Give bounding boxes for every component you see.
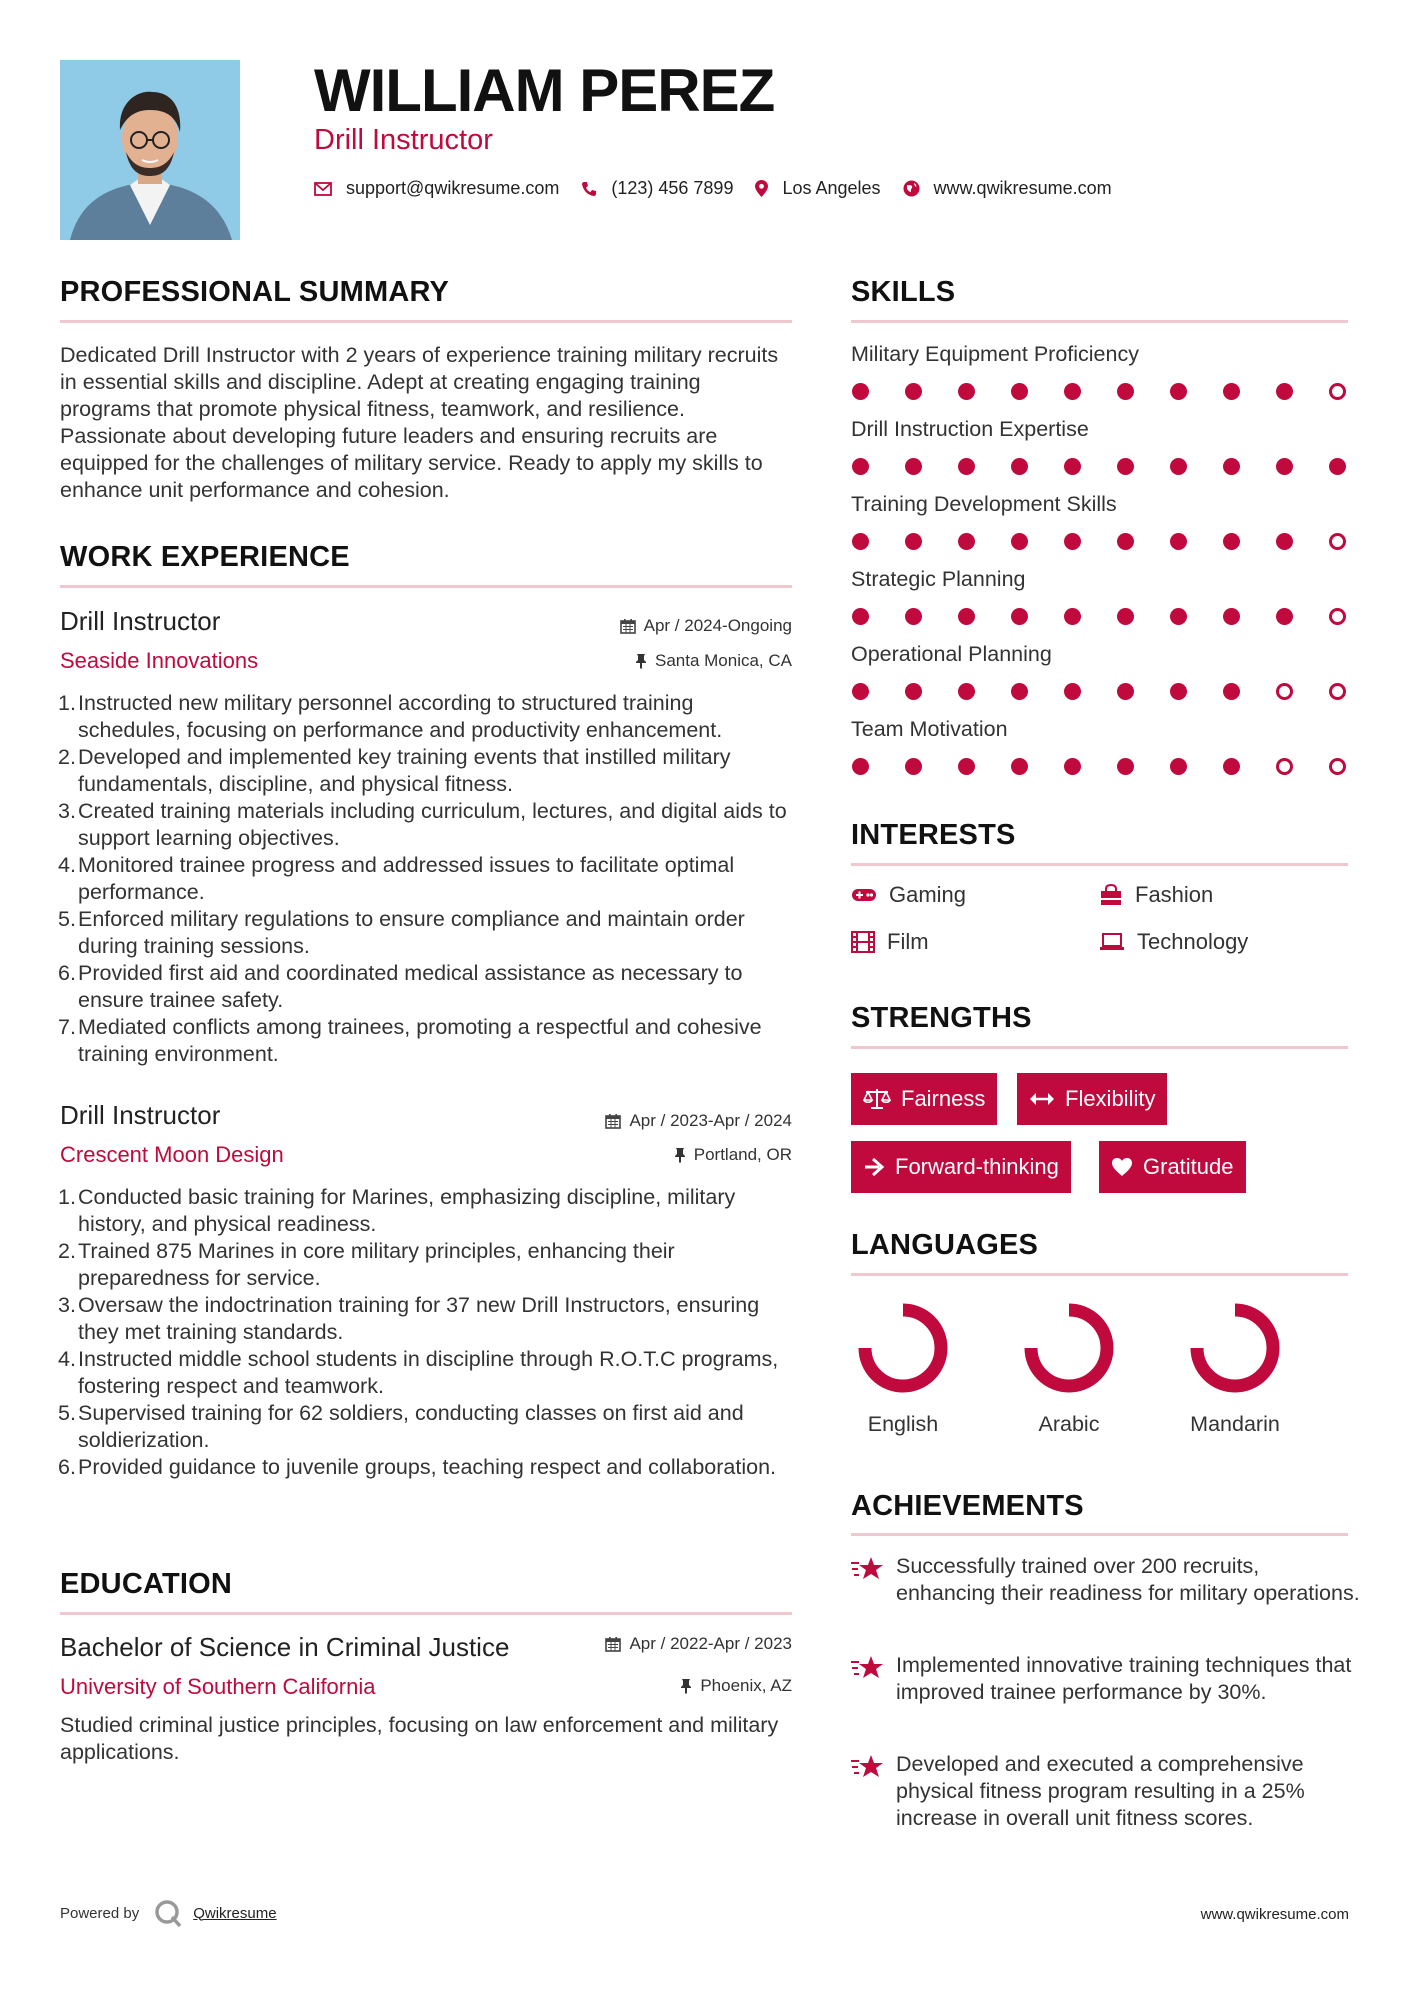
language-ring (1017, 1296, 1121, 1400)
skill-dot-filled (1064, 758, 1081, 775)
skill-dot-filled (852, 458, 869, 475)
skill-dot-empty (1329, 758, 1346, 775)
globe-icon (903, 180, 920, 197)
skill-rating (852, 533, 1346, 550)
list-item: Created training materials including curriculum, lectures, and digital aids to support learning objectives. (78, 799, 787, 850)
candidate-name: WILLIAM PEREZ (314, 57, 775, 124)
strengths-rule (851, 1046, 1348, 1049)
list-item: Developed and implemented key training events that instilled military fundamentals, discipline, and physical fitness. (78, 745, 731, 796)
language-gauge (1160, 1296, 1310, 1400)
skill-dot-filled (1064, 533, 1081, 550)
achievement-item: Implemented innovative training techniques that improved trainee performance by 30%. (850, 1652, 1360, 1706)
skill-dot-empty (1329, 608, 1346, 625)
skill-rating (852, 608, 1346, 625)
calendar-icon (605, 1113, 621, 1129)
skill-dot-filled (1276, 383, 1293, 400)
film-icon (851, 931, 875, 953)
languages-rule (851, 1273, 1348, 1276)
laptop-icon (1099, 933, 1125, 951)
job-2-company: Crescent Moon Design (60, 1142, 284, 1167)
achievements-rule (851, 1533, 1348, 1536)
skill-dot-filled (1170, 683, 1187, 700)
skill-dot-filled (1064, 608, 1081, 625)
language-name: Mandarin (1190, 1412, 1280, 1436)
qwikresume-logo-icon (153, 1898, 183, 1928)
skill-dot-filled (1276, 458, 1293, 475)
skill-dot-filled (1064, 383, 1081, 400)
skill-dot-empty (1329, 533, 1346, 550)
list-item: Trained 875 Marines in core military principles, enhancing their preparedness for service. (78, 1239, 675, 1290)
skill-dot-filled (1223, 533, 1240, 550)
skill-name: Military Equipment Proficiency (851, 342, 1139, 366)
calendar-icon (620, 618, 636, 634)
skill-dot-filled (1117, 758, 1134, 775)
education-rule (60, 1612, 792, 1615)
job-1-bullets (60, 690, 792, 1068)
summary-text: Dedicated Drill Instructor with 2 years of experience training military recruits in essential skills and discipline. Adept at creating engaging training programs that promote physical fitness, teamwork, and resilience. Passionate about developing future leaders and ensuring recruits are equipped for the challenges of military service. Ready to apply my skills to enhance unit performance and cohesion. (60, 343, 779, 502)
skill-rating (852, 383, 1346, 400)
skill-dot-filled (1011, 383, 1028, 400)
skill-dot-filled (905, 458, 922, 475)
language-gauge (994, 1296, 1144, 1400)
skill-dot-empty (1329, 383, 1346, 400)
interests-heading: INTERESTS (851, 819, 1016, 851)
skill-name: Drill Instruction Expertise (851, 417, 1089, 441)
contact-bar (314, 178, 1134, 199)
calendar-icon (605, 1636, 621, 1652)
phone-text: (123) 456 7899 (611, 178, 734, 198)
skill-dot-filled (1117, 383, 1134, 400)
star-badge-icon (850, 1555, 884, 1583)
skill-name: Operational Planning (851, 642, 1052, 666)
footer-brand-link[interactable]: Qwikresume (193, 1904, 277, 1922)
skill-dot-filled (905, 533, 922, 550)
skill-dot-filled (1276, 608, 1293, 625)
heart-icon (1111, 1157, 1133, 1177)
skill-dot-filled (1117, 608, 1134, 625)
skill-dot-filled (1223, 683, 1240, 700)
email-text: support@qwikresume.com (346, 178, 560, 198)
skill-dot-filled (1011, 608, 1028, 625)
arrow-right-icon (863, 1157, 885, 1177)
skill-dot-filled (905, 383, 922, 400)
skill-dot-filled (1170, 383, 1187, 400)
education-location: Phoenix, AZ (560, 1676, 792, 1696)
skill-dot-filled (1170, 758, 1187, 775)
skill-dot-filled (1011, 683, 1028, 700)
shopping-bag-icon (1099, 884, 1123, 906)
job-2-dates: Apr / 2023-Apr / 2024 (540, 1111, 792, 1131)
education-description: Studied criminal justice principles, focusing on law enforcement and military applications. (60, 1713, 779, 1764)
skill-dot-filled (1011, 758, 1028, 775)
strength-badge-flexibility: Flexibility (1017, 1073, 1167, 1125)
skill-dot-filled (1329, 458, 1346, 475)
job-1-title: Drill Instructor (60, 606, 221, 636)
skill-dot-filled (1011, 458, 1028, 475)
list-item: Provided guidance to juvenile groups, teaching respect and collaboration. (78, 1455, 777, 1479)
skill-dot-filled (1170, 533, 1187, 550)
skill-dot-filled (1223, 458, 1240, 475)
skill-dot-filled (1117, 683, 1134, 700)
job-2-bullets (60, 1184, 792, 1481)
list-item: Enforced military regulations to ensure compliance and maintain order during training sessions. (78, 907, 745, 958)
pushpin-icon (635, 653, 647, 669)
skill-rating (852, 458, 1346, 475)
phone-icon (581, 181, 597, 197)
candidate-title: Drill Instructor (314, 124, 493, 156)
skill-dot-filled (1170, 608, 1187, 625)
location-text: Los Angeles (782, 178, 881, 198)
skill-dot-filled (1170, 458, 1187, 475)
pushpin-icon (680, 1678, 692, 1694)
list-item: Conducted basic training for Marines, emphasizing discipline, military history, and physical readiness. (78, 1185, 736, 1236)
education-dates: Apr / 2022-Apr / 2023 (540, 1634, 792, 1654)
skill-dot-filled (958, 533, 975, 550)
list-item: Supervised training for 62 soldiers, conducting classes on first aid and soldierization. (78, 1401, 744, 1452)
interest-gaming: Gaming (851, 882, 966, 908)
skill-dot-filled (1223, 758, 1240, 775)
interest-technology: Technology (1099, 929, 1248, 955)
list-item: Monitored trainee progress and addressed issues to facilitate optimal performance. (78, 853, 735, 904)
interest-film: Film (851, 929, 929, 955)
skills-rule (851, 320, 1348, 323)
job-1-dates: Apr / 2024-Ongoing (560, 616, 792, 636)
footer-powered-by: Powered by Qwikresume (60, 1898, 277, 1928)
skill-dot-filled (905, 683, 922, 700)
profile-photo (60, 60, 240, 240)
skill-dot-filled (958, 458, 975, 475)
skill-dot-filled (852, 758, 869, 775)
gamepad-icon (851, 887, 877, 903)
skill-dot-filled (1064, 458, 1081, 475)
languages-heading: LANGUAGES (851, 1229, 1039, 1261)
language-ring (851, 1296, 955, 1400)
skill-name: Team Motivation (851, 717, 1008, 741)
contact-email[interactable] (314, 178, 559, 199)
pushpin-icon (674, 1147, 686, 1163)
language-ring-arc (1031, 1310, 1107, 1386)
list-item: Mediated conflicts among trainees, promoting a respectful and cohesive training environment. (78, 1015, 762, 1066)
education-school: University of Southern California (60, 1674, 376, 1699)
job-1-location: Santa Monica, CA (560, 651, 792, 671)
skill-dot-filled (1223, 608, 1240, 625)
skill-dot-filled (1223, 383, 1240, 400)
skill-name: Training Development Skills (851, 492, 1117, 516)
contact-location (755, 178, 880, 199)
achievements-heading: ACHIEVEMENTS (851, 1490, 1084, 1522)
achievement-item: Developed and executed a comprehensive physical fitness program resulting in a 25% increase in overall unit fitness scores. (850, 1751, 1360, 1832)
achievement-item: Successfully trained over 200 recruits, enhancing their readiness for military operations. (850, 1553, 1360, 1607)
skill-dot-empty (1276, 758, 1293, 775)
skill-dot-filled (958, 758, 975, 775)
list-item: Instructed new military personnel according to structured training schedules, focusing on performance and productivity enhancement. (78, 691, 723, 742)
strength-badge-forward-thinking: Forward-thinking (851, 1141, 1071, 1193)
education-heading: EDUCATION (60, 1568, 233, 1600)
skill-name: Strategic Planning (851, 567, 1026, 591)
skill-dot-filled (1276, 533, 1293, 550)
job-2-location: Portland, OR (560, 1145, 792, 1165)
skill-rating (852, 683, 1346, 700)
skill-dot-filled (852, 683, 869, 700)
summary-rule (60, 320, 792, 323)
arrows-horizontal-icon (1029, 1092, 1055, 1106)
skill-rating (852, 758, 1346, 775)
skill-dot-filled (852, 533, 869, 550)
skill-dot-filled (852, 608, 869, 625)
skills-heading: SKILLS (851, 276, 956, 308)
strengths-heading: STRENGTHS (851, 1002, 1032, 1034)
skill-dot-empty (1329, 683, 1346, 700)
footer-website[interactable]: www.qwikresume.com (1200, 1906, 1349, 1923)
skill-dot-filled (1117, 533, 1134, 550)
strength-badge-gratitude: Gratitude (1099, 1141, 1246, 1193)
map-pin-icon (755, 180, 768, 197)
experience-rule (60, 585, 792, 588)
skill-dot-filled (905, 608, 922, 625)
experience-heading: WORK EXPERIENCE (60, 541, 350, 573)
skill-dot-empty (1276, 683, 1293, 700)
website-text: www.qwikresume.com (933, 178, 1112, 198)
language-name: English (867, 1412, 939, 1436)
job-1-company: Seaside Innovations (60, 648, 259, 673)
contact-website[interactable] (903, 178, 1112, 199)
language-gauge (828, 1296, 978, 1400)
list-item: Provided first aid and coordinated medical assistance as necessary to ensure trainee safety. (78, 961, 743, 1012)
skill-dot-filled (958, 383, 975, 400)
education-degree: Bachelor of Science in Criminal Justice (60, 1632, 510, 1662)
job-2-title: Drill Instructor (60, 1100, 221, 1130)
skill-dot-filled (1011, 533, 1028, 550)
skill-dot-filled (1117, 458, 1134, 475)
scale-icon (863, 1088, 891, 1110)
interest-fashion: Fashion (1099, 882, 1213, 908)
star-badge-icon (850, 1753, 884, 1781)
list-item: Oversaw the indoctrination training for 37 new Drill Instructors, ensuring they met training standards. (78, 1293, 760, 1344)
language-name: Arabic (1038, 1412, 1100, 1436)
skill-dot-filled (852, 383, 869, 400)
list-item: Instructed middle school students in discipline through R.O.T.C programs, fostering respect and teamwork. (78, 1347, 779, 1398)
interests-rule (851, 863, 1348, 866)
language-ring-arc (1197, 1310, 1273, 1386)
skill-dot-filled (958, 683, 975, 700)
skill-dot-filled (905, 758, 922, 775)
language-ring (1183, 1296, 1287, 1400)
envelope-icon (314, 182, 332, 196)
skill-dot-filled (1064, 683, 1081, 700)
star-badge-icon (850, 1654, 884, 1682)
summary-heading: PROFESSIONAL SUMMARY (60, 276, 450, 308)
language-ring-arc (865, 1310, 941, 1386)
contact-phone[interactable] (581, 178, 733, 199)
strength-badge-fairness: Fairness (851, 1073, 997, 1125)
skill-dot-filled (958, 608, 975, 625)
